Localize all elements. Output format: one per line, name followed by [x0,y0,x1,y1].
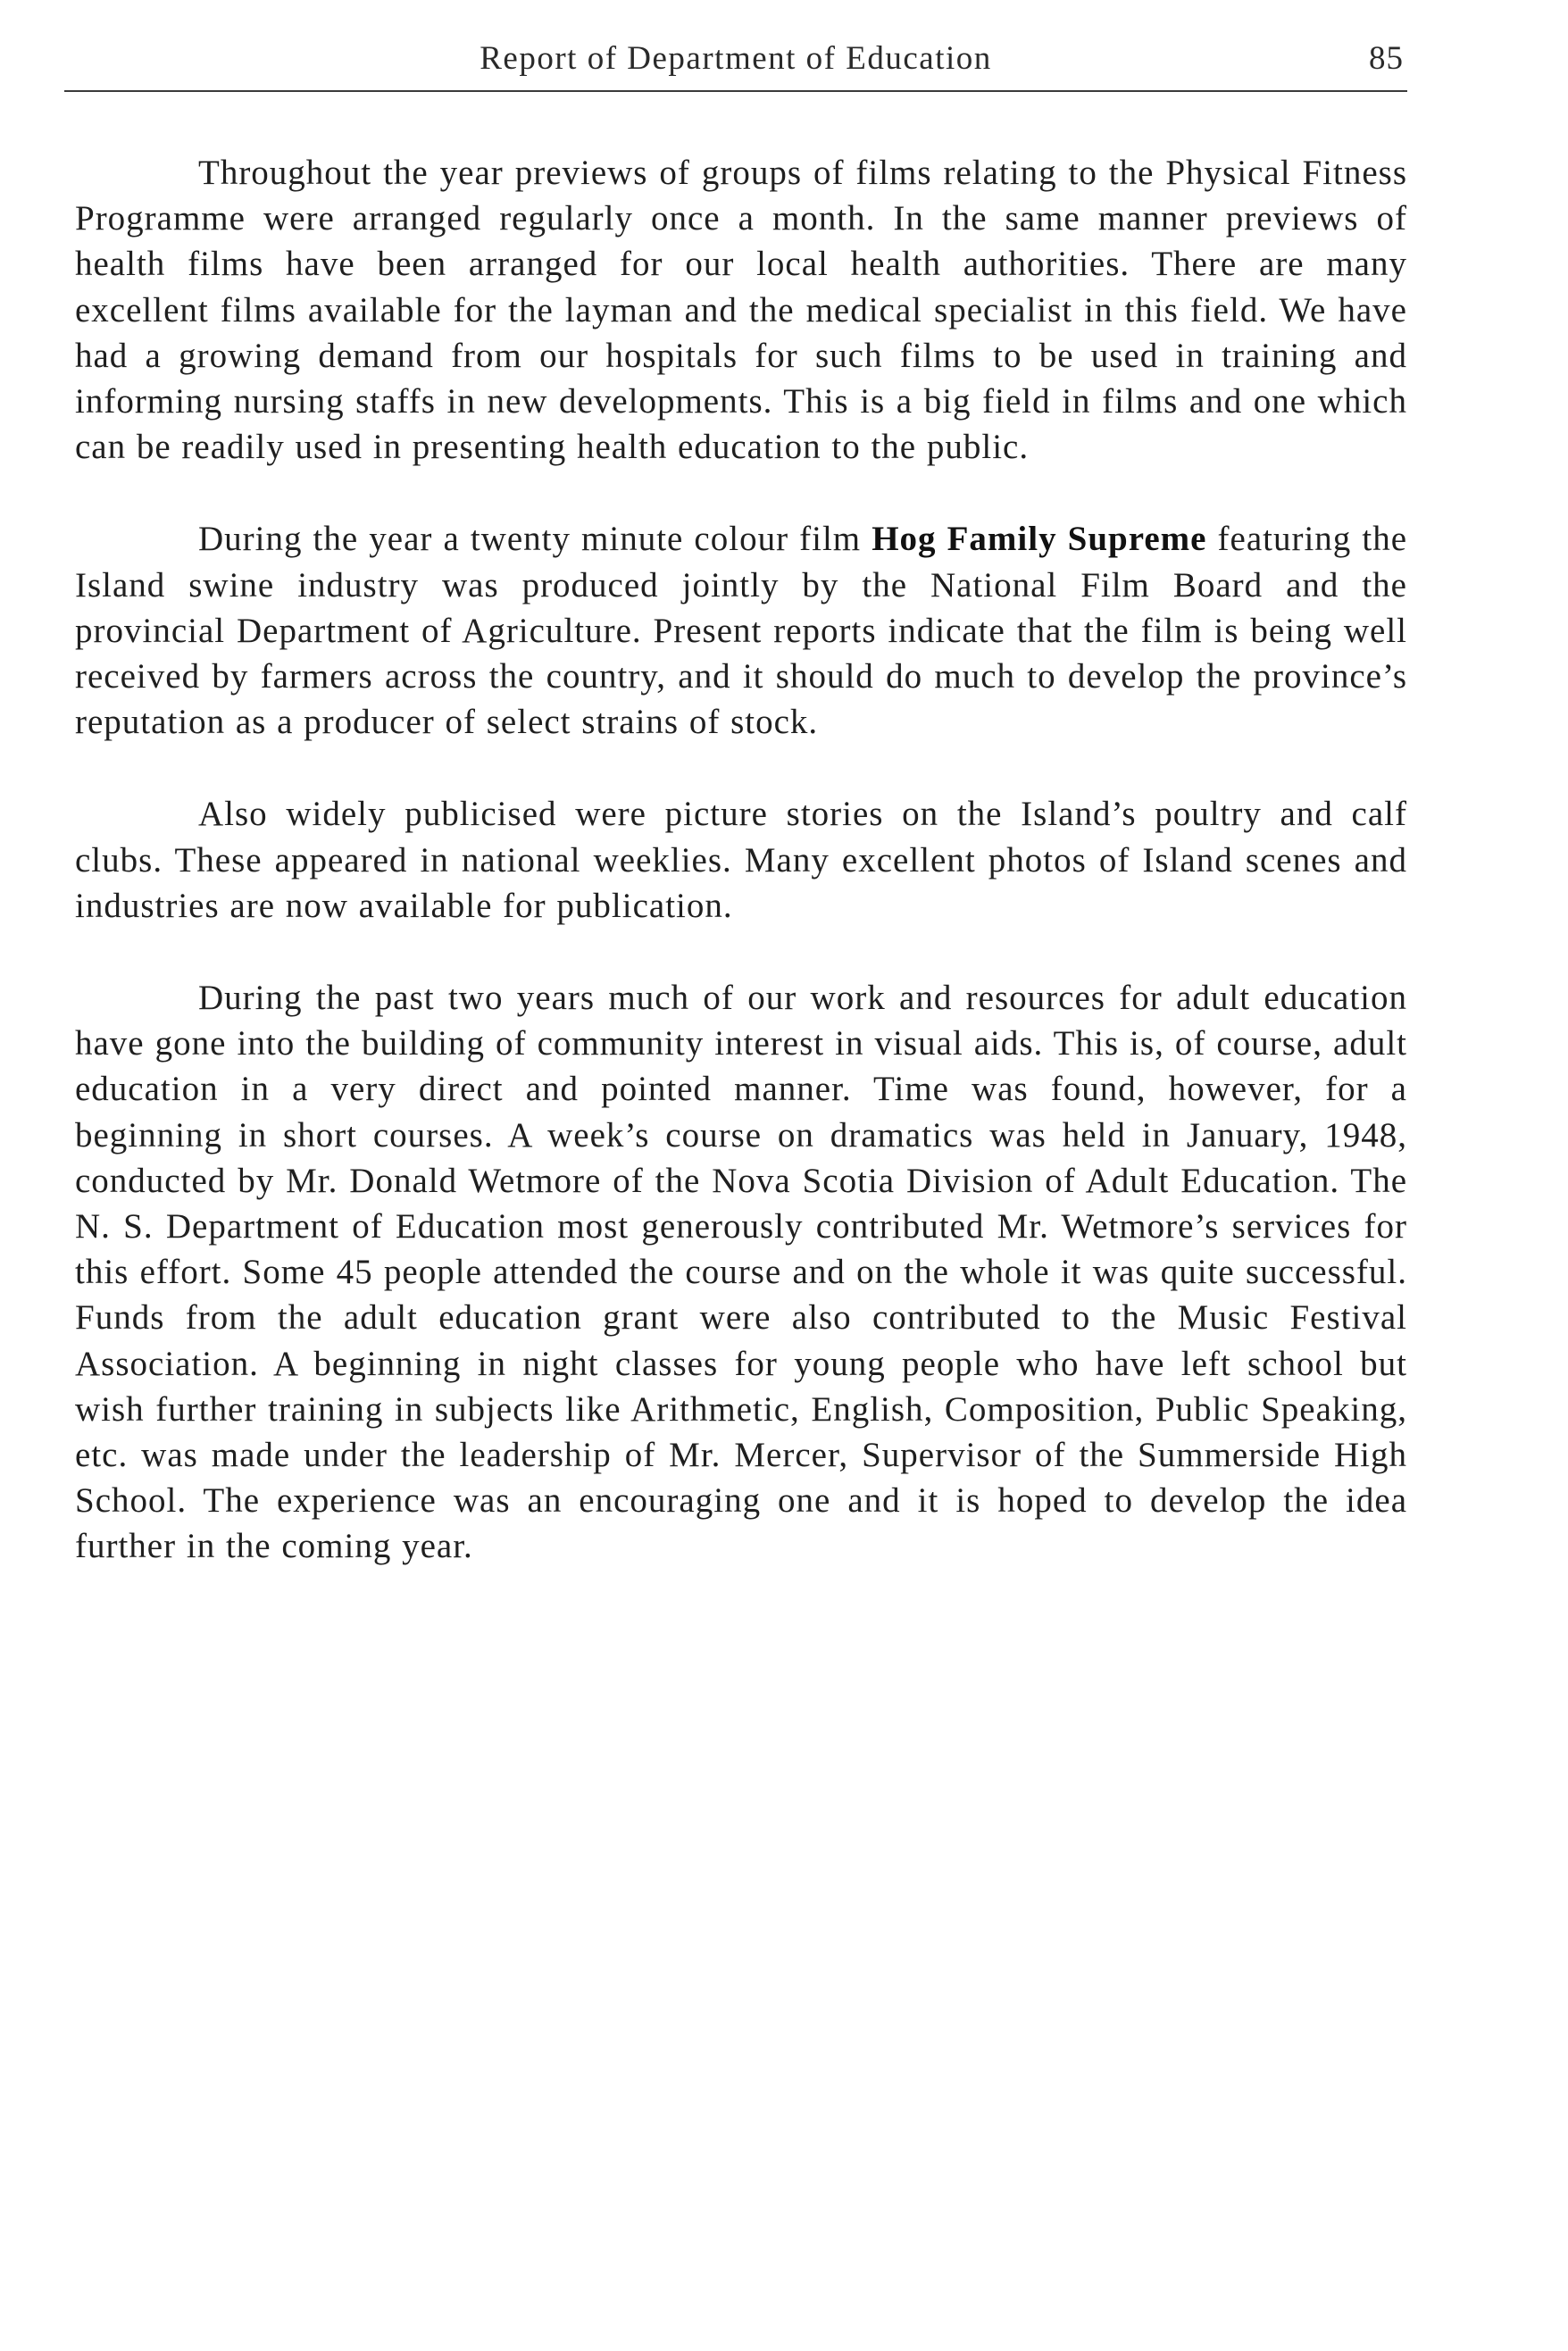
film-title: Hog Family Supreme [872,520,1207,559]
header-rule [64,90,1407,92]
paragraph-text: During the year a twenty minute colour film [198,520,872,559]
running-title: Report of Department of Education [480,40,992,77]
paragraph-hog-family-film [75,516,1407,745]
paragraph-adult-education [75,975,1407,1570]
body-text [75,150,1407,1570]
page-number: 85 [1369,40,1404,77]
paragraph-picture-stories [75,791,1407,929]
running-header [68,39,1404,89]
paragraph-text: Also widely publicised were picture stories on the Island’s poultry and calf clubs. These appeared in national weeklies. Many excellent photos of Island scenes and industries are now available for publication. [75,795,1407,925]
paragraph-text: Throughout the year previews of groups of films relating to the Physical Fitness Programme were arranged regularly once a month. In the same manner previews of health films have been arranged for our local health authorities. There are many excellent films available for the layman and the medical specialist in this field. We have had a growing demand from our hospitals for such films to be used in training and informing nursing staffs in new developments. This is a big field in films and one which can be readily used in presenting health education to the public. [75,154,1407,467]
paragraph-text: During the past two years much of our work and resources for adult education have gone into the building of community interest in visual aids. This is, of course, adult education in a very direct and pointed manner. Time was found, however, for a beginning in short courses. A week’s course on dramatics was held in January, 1948, conducted by Mr. Donald Wetmore of the Nova Scotia Division of Adult Education. The N. S. Department of Education most generously contributed Mr. Wetmore’s services for this effort. Some 45 people attended the course and on the whole it was quite successful. Funds from the adult education grant were also contributed to the Music Festival Association. A beginning in night classes for young people who have left school but wish further training in subjects like Arithmetic, English, Composition, Public Speaking, etc. was made under the leadership of Mr. Mercer, Supervisor of the Summerside High School. The experience was an encouraging one and it is hoped to develop the idea further in the coming year. [75,979,1407,1566]
paragraph-text: featuring the Island swine industry was produced jointly by the National Film Board and the provincial Department of Agriculture. Present reports indicate that the film is being well received by farmers across the country, and it should do much to develop the province’s reputation as a producer of select strains of stock. [75,520,1408,742]
paragraph-film-previews [75,150,1407,470]
